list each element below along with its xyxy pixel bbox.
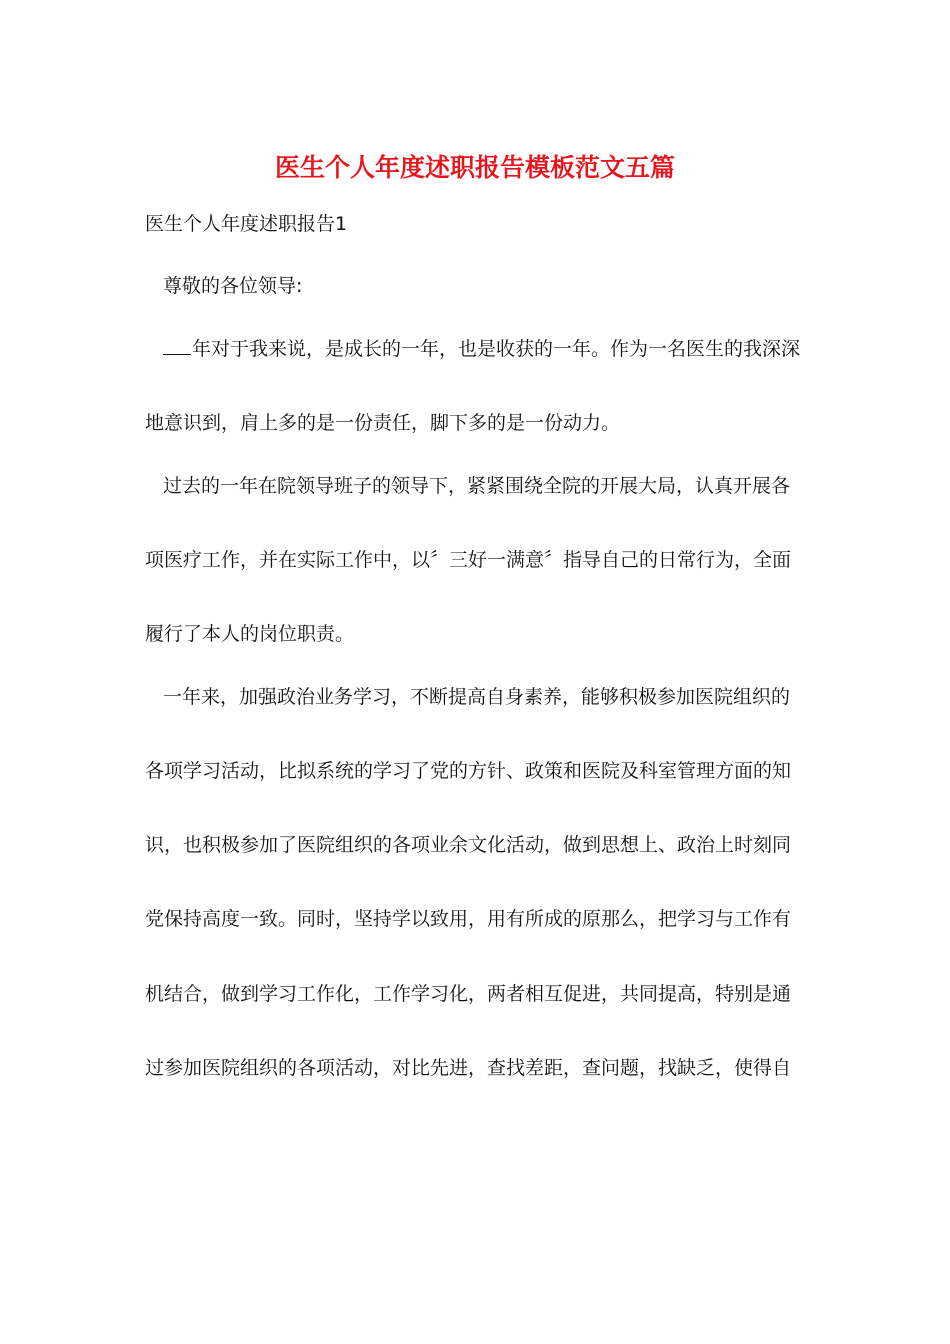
paragraph-line: 地意识到，肩上多的是一份责任，脚下多的是一份动力。 <box>145 412 621 434</box>
paragraph-line: 过去的一年在院领导班子的领导下，紧紧围绕全院的开展大局，认真开展各 <box>163 475 791 497</box>
paragraph-line: 机结合，做到学习工作化，工作学习化，两者相互促进，共同提高，特别是通 <box>145 983 792 1005</box>
blank-underline <box>163 336 191 355</box>
paragraph-line: 过参加医院组织的各项活动，对比先进，查找差距，查问题，找缺乏，使得自 <box>145 1057 792 1079</box>
paragraph-line: 项医疗工作，并在实际工作中，以〞三好一满意〞指导自己的日常行为，全面 <box>145 549 792 571</box>
paragraph-line: 履行了本人的岗位职责。 <box>145 623 355 645</box>
paragraph-line-text: 年对于我来说，是成长的一年，也是收获的一年。作为一名医生的我深深 <box>192 338 801 360</box>
paragraph-line: 党保持高度一致。同时，坚持学以致用，用有所成的原那么，把学习与工作有 <box>145 908 792 930</box>
section-heading: 医生个人年度述职报告1 <box>145 213 348 235</box>
paragraph-line: 各项学习活动，比拟系统的学习了党的方针、政策和医院及科室管理方面的知 <box>145 760 792 782</box>
document-title: 医生个人年度述职报告模板范文五篇 <box>274 153 675 182</box>
paragraph-line: 识，也积极参加了医院组织的各项业余文化活动，做到思想上、政治上时刻同 <box>145 834 792 856</box>
paragraph-line <box>163 336 800 362</box>
paragraph-line: 一年来，加强政治业务学习，不断提高自身素养，能够积极参加医院组织的 <box>163 686 791 708</box>
salutation: 尊敬的各位领导: <box>163 275 303 297</box>
